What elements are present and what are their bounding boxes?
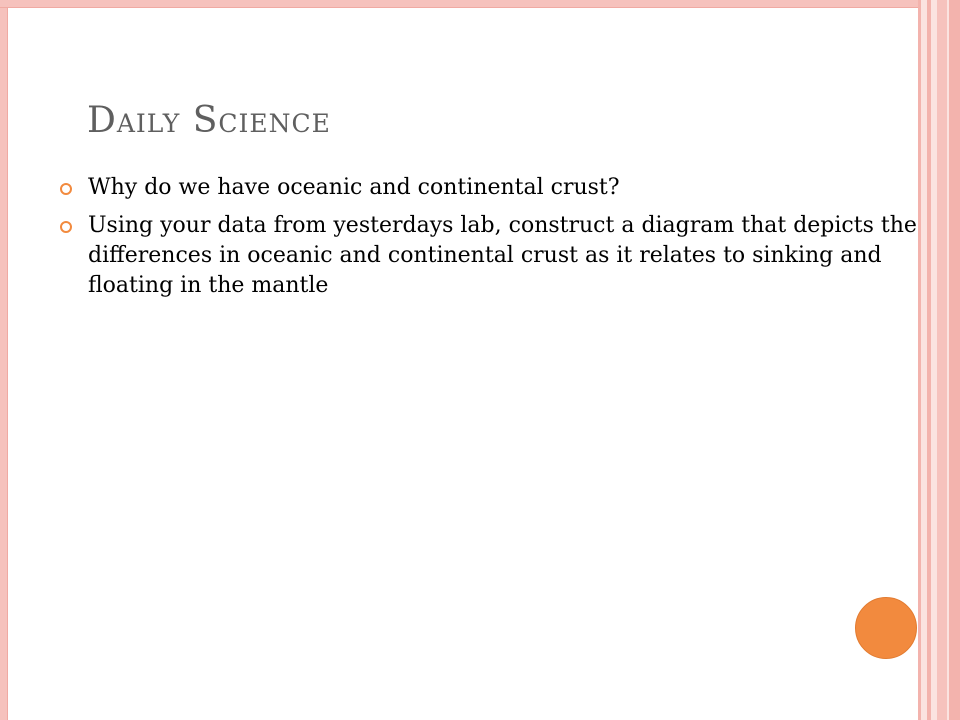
circle-bullet-icon [60, 221, 72, 233]
list-item [58, 173, 918, 203]
circle-bullet-icon [60, 183, 72, 195]
frame-left-border [0, 0, 8, 720]
frame-right-stripe [937, 0, 947, 720]
bullet-text: Why do we have oceanic and continental crust? [88, 175, 620, 200]
frame-right-stripe [949, 0, 960, 720]
frame-top-border [0, 0, 920, 8]
bullet-text: Using your data from yesterdays lab, construct a diagram that depicts the differences in oceanic and continental crust as it relates to sinking and floating in the mantle [88, 213, 917, 298]
list-item [58, 211, 918, 301]
slide-title: Daily Science [87, 100, 331, 141]
bullet-list [58, 173, 918, 309]
decorative-circle-icon [855, 597, 917, 659]
